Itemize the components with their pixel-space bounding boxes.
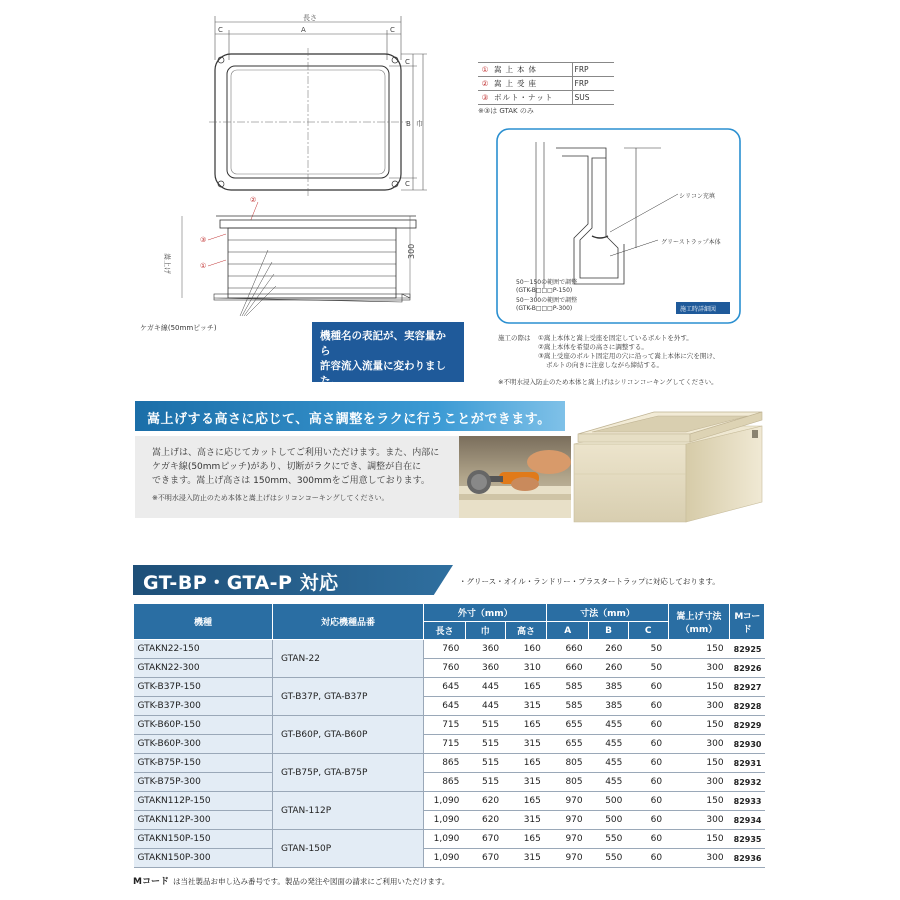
cell-c: 60 — [628, 754, 668, 773]
table-row — [134, 830, 765, 849]
cell-length: 1,090 — [424, 792, 466, 811]
spec-title: GT-BP・GTA-P 対応 — [143, 572, 339, 594]
cell-b: 500 — [589, 792, 629, 811]
footer-note — [133, 874, 449, 887]
cell-width: 445 — [465, 697, 505, 716]
callout-1: ① — [200, 262, 207, 270]
cell-b: 550 — [589, 830, 629, 849]
cell-raise: 300 — [668, 811, 730, 830]
cell-b: 385 — [589, 697, 629, 716]
cell-c: 50 — [628, 640, 668, 659]
header-c: C — [628, 622, 668, 640]
cell-compatible: GTAN-22 — [272, 640, 423, 678]
product-illustration — [566, 404, 776, 528]
cell-length: 715 — [424, 716, 466, 735]
cell-width: 360 — [465, 659, 505, 678]
feature-body — [152, 446, 452, 488]
range-300-model: (GTK-B□□□P-300) — [516, 305, 573, 312]
cell-length: 760 — [424, 659, 466, 678]
table-row — [134, 792, 765, 811]
cell-width: 620 — [465, 811, 505, 830]
cell-model: GTK-B75P-150 — [134, 754, 273, 773]
cell-width: 515 — [465, 735, 505, 754]
install-heading: 施工の際は — [498, 334, 531, 342]
cell-b: 260 — [589, 659, 629, 678]
cell-width: 670 — [465, 849, 505, 868]
guide-line-label: ケガキ線(50mmピッチ) — [140, 324, 217, 332]
cell-mcode: 82935 — [730, 830, 765, 849]
table-row — [134, 697, 765, 716]
cell-raise: 300 — [668, 773, 730, 792]
side-view-drawing — [140, 190, 440, 340]
cell-c: 60 — [628, 830, 668, 849]
installation-notes — [498, 334, 748, 370]
callout-line-1: 機種名の表記が、実容量から — [320, 330, 446, 357]
cell-raise: 150 — [668, 716, 730, 735]
material-part: ボルト・ナット — [492, 91, 572, 105]
header-model: 機種 — [134, 604, 273, 640]
header-dims: 寸法（mm） — [547, 604, 668, 622]
header-a: A — [547, 622, 589, 640]
cell-height: 315 — [505, 773, 547, 792]
spec-title-bar — [133, 565, 765, 595]
cell-a: 585 — [547, 678, 589, 697]
cell-a: 970 — [547, 830, 589, 849]
cell-mcode: 82927 — [730, 678, 765, 697]
table-row — [134, 735, 765, 754]
cell-mcode: 82933 — [730, 792, 765, 811]
silicone-label: シリコン充填 — [679, 193, 715, 200]
cell-b: 455 — [589, 735, 629, 754]
cell-c: 60 — [628, 773, 668, 792]
cell-a: 585 — [547, 697, 589, 716]
feature-body-line: 嵩上げは、高さに応じてカットしてご利用いただけます。また、内部に — [152, 448, 440, 458]
cell-model: GTAKN150P-150 — [134, 830, 273, 849]
cell-compatible: GTAN-112P — [272, 792, 423, 830]
header-outer-dims: 外寸（mm） — [424, 604, 547, 622]
spec-subtitle: ・グリース・オイル・ランドリー・プラスタートラップに対応しております。 — [459, 577, 720, 586]
header-height: 高さ — [505, 622, 547, 640]
cell-model: GTAKN150P-300 — [134, 849, 273, 868]
cell-c: 60 — [628, 792, 668, 811]
install-step: ボルトの向きに注意しながら締結する。 — [546, 361, 663, 369]
feature-note: ※不明水浸入防止のため本体と嵩上げはシリコンコーキングしてください。 — [152, 494, 389, 502]
cell-raise: 150 — [668, 678, 730, 697]
dim-c-bottom-label: C — [405, 180, 410, 188]
table-row — [134, 678, 765, 697]
cell-length: 1,090 — [424, 811, 466, 830]
cell-model: GTAKN22-150 — [134, 640, 273, 659]
cell-length: 1,090 — [424, 849, 466, 868]
material-row — [478, 91, 614, 105]
range-300-label: 50～300の範囲で調整 — [516, 297, 578, 304]
cell-length: 760 — [424, 640, 466, 659]
table-row — [134, 659, 765, 678]
cell-compatible: GT-B75P, GTA-B75P — [272, 754, 423, 792]
cell-raise: 150 — [668, 640, 730, 659]
range-150-model: (GTK-B□□□P-150) — [516, 287, 573, 294]
materials-table — [478, 62, 614, 105]
install-step: ②嵩上本体を希望の高さに調整する。 — [538, 343, 648, 351]
cell-model: GTAKN112P-300 — [134, 811, 273, 830]
cell-height: 315 — [505, 697, 547, 716]
cell-c: 60 — [628, 849, 668, 868]
material-part: 嵩上本体 — [492, 63, 572, 77]
cell-height: 310 — [505, 659, 547, 678]
grinder-photo-image — [459, 436, 571, 518]
cell-width: 445 — [465, 678, 505, 697]
cell-width: 670 — [465, 830, 505, 849]
cell-c: 60 — [628, 697, 668, 716]
materials-note: ※③は GTAK のみ — [478, 107, 534, 115]
cell-model: GTK-B60P-150 — [134, 716, 273, 735]
top-view-drawing — [205, 10, 435, 210]
cell-a: 970 — [547, 792, 589, 811]
material-no: ① — [478, 63, 492, 77]
table-row — [134, 640, 765, 659]
callout-3: ③ — [200, 236, 207, 244]
material-no: ③ — [478, 91, 492, 105]
header-width: 巾 — [465, 622, 505, 640]
cell-raise: 300 — [668, 849, 730, 868]
dim-b-label: B — [406, 120, 411, 128]
cell-mcode: 82934 — [730, 811, 765, 830]
install-step: ①嵩上本体と嵩上受座を固定しているボルトを外す。 — [538, 334, 693, 342]
feature-banner: 嵩上げする高さに応じて、高さ調整をラクに行うことができます。 — [135, 401, 565, 431]
cell-a: 970 — [547, 849, 589, 868]
cell-a: 660 — [547, 659, 589, 678]
cell-model: GTAKN112P-150 — [134, 792, 273, 811]
dim-width-label: 巾 — [416, 120, 423, 128]
table-row — [134, 773, 765, 792]
cell-b: 385 — [589, 678, 629, 697]
cell-width: 620 — [465, 792, 505, 811]
cell-a: 660 — [547, 640, 589, 659]
cell-mcode: 82930 — [730, 735, 765, 754]
feature-body-line: できます。嵩上げ高さは 150mm、300mmをご用意しております。 — [152, 476, 430, 486]
material-type: SUS — [572, 91, 614, 105]
cell-mcode: 82925 — [730, 640, 765, 659]
cell-model: GTK-B37P-150 — [134, 678, 273, 697]
cell-compatible: GT-B37P, GTA-B37P — [272, 678, 423, 716]
cell-b: 455 — [589, 716, 629, 735]
callout-line-2: 許容流入流量に変わりました。 — [320, 360, 446, 387]
dim-300-label: 300 — [407, 243, 416, 259]
cell-height: 165 — [505, 754, 547, 773]
cell-model: GTK-B60P-300 — [134, 735, 273, 754]
header-compatible: 対応機種品番 — [272, 604, 423, 640]
header-mcode: Mコード — [730, 604, 765, 640]
cell-compatible: GTAN-150P — [272, 830, 423, 868]
cell-b: 260 — [589, 640, 629, 659]
callout-2: ② — [250, 196, 257, 204]
cell-length: 865 — [424, 773, 466, 792]
cell-raise: 300 — [668, 735, 730, 754]
footer-mcode: Mコード — [133, 877, 169, 887]
cell-model: GTAKN22-300 — [134, 659, 273, 678]
dim-c-top-label: C — [405, 58, 410, 66]
cell-c: 60 — [628, 716, 668, 735]
cell-width: 360 — [465, 640, 505, 659]
cell-c: 60 — [628, 811, 668, 830]
table-row — [134, 811, 765, 830]
callout-line-3: (※一部機種を除く) — [320, 391, 381, 399]
cell-a: 655 — [547, 716, 589, 735]
cell-raise: 300 — [668, 659, 730, 678]
cell-mcode: 82929 — [730, 716, 765, 735]
material-row — [478, 63, 614, 77]
detail-tag: 施工時詳細図 — [680, 306, 717, 313]
cell-a: 805 — [547, 773, 589, 792]
cell-length: 645 — [424, 697, 466, 716]
spec-table-body — [134, 640, 765, 868]
cell-height: 315 — [505, 849, 547, 868]
cell-compatible: GT-B60P, GTA-B60P — [272, 716, 423, 754]
height-label: 嵩上げ — [163, 253, 171, 274]
cell-height: 165 — [505, 716, 547, 735]
cell-raise: 150 — [668, 830, 730, 849]
feature-body-line: ケガキ線(50mmピッチ)があり、切断がラクにでき、調整が自在に — [152, 462, 422, 472]
material-no: ② — [478, 77, 492, 91]
header-raise: 嵩上げ寸法（mm） — [668, 604, 730, 640]
cell-model: GTK-B37P-300 — [134, 697, 273, 716]
dim-c-right-label: C — [390, 26, 395, 34]
material-row — [478, 77, 614, 91]
cell-raise: 300 — [668, 697, 730, 716]
callout-box — [312, 322, 464, 399]
cell-mcode: 82932 — [730, 773, 765, 792]
cell-length: 865 — [424, 754, 466, 773]
cell-height: 165 — [505, 792, 547, 811]
footer-text: は当社製品お申し込み番号です。製品の発注や図面の請求にご利用いただけます。 — [172, 877, 450, 886]
header-b: B — [589, 622, 629, 640]
cell-height: 315 — [505, 811, 547, 830]
installation-detail-drawing — [496, 128, 741, 324]
cell-length: 1,090 — [424, 830, 466, 849]
install-step: ③嵩上受座のボルト固定用の穴に沿って嵩上本体に穴を開け、 — [538, 352, 720, 360]
cell-b: 550 — [589, 849, 629, 868]
table-row — [134, 849, 765, 868]
cell-c: 50 — [628, 659, 668, 678]
cell-mcode: 82928 — [730, 697, 765, 716]
cell-height: 165 — [505, 830, 547, 849]
cell-height: 165 — [505, 678, 547, 697]
table-row — [134, 716, 765, 735]
cell-width: 515 — [465, 773, 505, 792]
cell-c: 60 — [628, 678, 668, 697]
cell-length: 715 — [424, 735, 466, 754]
material-type: FRP — [572, 63, 614, 77]
cell-b: 455 — [589, 754, 629, 773]
cell-b: 500 — [589, 811, 629, 830]
cell-height: 315 — [505, 735, 547, 754]
install-caution: ※不明水浸入防止のため本体と嵩上げはシリコンコーキングしてください。 — [498, 378, 718, 386]
cell-c: 60 — [628, 735, 668, 754]
material-type: FRP — [572, 77, 614, 91]
material-part: 嵩上受座 — [492, 77, 572, 91]
cutting-photo — [459, 436, 571, 518]
cell-a: 970 — [547, 811, 589, 830]
cell-mcode: 82926 — [730, 659, 765, 678]
table-row — [134, 754, 765, 773]
cell-b: 455 — [589, 773, 629, 792]
dim-a-label: A — [301, 26, 306, 34]
cell-mcode: 82936 — [730, 849, 765, 868]
cell-raise: 150 — [668, 754, 730, 773]
spec-table — [133, 603, 765, 868]
dim-c-left-label: C — [218, 26, 223, 34]
dim-length-label: 長さ — [303, 14, 317, 22]
cell-mcode: 82931 — [730, 754, 765, 773]
cell-width: 515 — [465, 716, 505, 735]
range-150-label: 50～150の範囲で調整 — [516, 279, 578, 286]
cell-height: 160 — [505, 640, 547, 659]
trap-body-label: グリーストラップ本体 — [661, 239, 721, 246]
cell-model: GTK-B75P-300 — [134, 773, 273, 792]
cell-raise: 150 — [668, 792, 730, 811]
cell-length: 645 — [424, 678, 466, 697]
cell-width: 515 — [465, 754, 505, 773]
cell-a: 805 — [547, 754, 589, 773]
cell-a: 655 — [547, 735, 589, 754]
header-length: 長さ — [424, 622, 466, 640]
